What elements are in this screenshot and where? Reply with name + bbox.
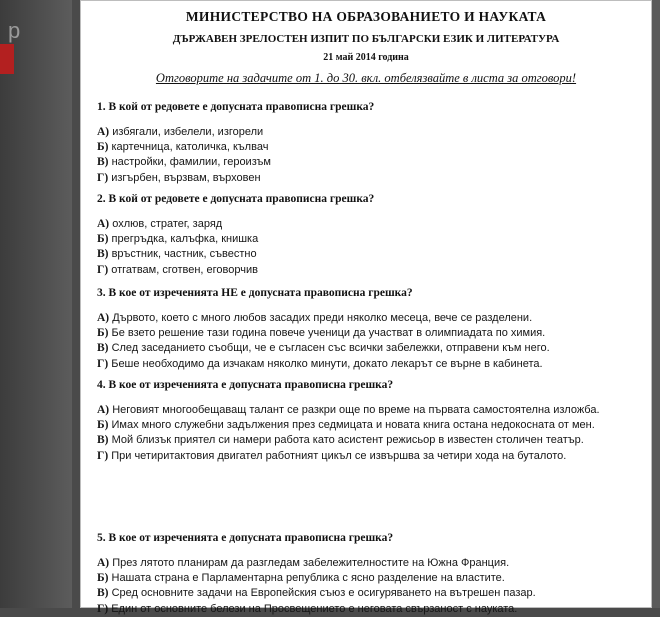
option-a: А) избягали, избелели, изгорели	[97, 125, 264, 138]
background-fragment: р	[8, 18, 21, 43]
option-a: А) Неговият многообещаващ талант се разкри още по време на първата самостоятелна изложба.	[97, 403, 600, 416]
option-b: Б) картечница, католичка, кълвач	[97, 141, 269, 153]
question-title: 2. В кой от редовете е допусната правописна грешка?	[97, 193, 375, 205]
question-3	[97, 286, 635, 372]
question-4	[97, 378, 635, 464]
exam-title: ДЪРЖАВЕН ЗРЕЛОСТЕН ИЗПИТ ПО БЪЛГАРСКИ ЕЗИК И ЛИТЕРАТУРА	[172, 33, 560, 45]
option-v: В) връстник, частник, съвестно	[97, 248, 257, 261]
background-red-mark	[0, 44, 14, 74]
question-title: 1. В кой от редовете е допусната правописна грешка?	[97, 101, 375, 113]
question-title: 3. В кое от изреченията НЕ е допусната правописна грешка?	[97, 287, 413, 299]
ministry-title: МИНИСТЕРСТВО НА ОБРАЗОВАНИЕТО И НАУКАТА	[185, 9, 547, 24]
option-g: Г) отгатвам, сготвен, еговорчив	[97, 263, 258, 276]
question-1	[97, 100, 635, 186]
background-left	[0, 0, 72, 608]
option-a: А) През лятото планирам да разгледам забележителностите на Южна Франция.	[97, 556, 510, 569]
option-v: В) Мой близък приятел си намери работа като асистент режисьор в известен столичен театър.	[97, 434, 584, 447]
option-g: Г) изгърбен, вързвам, върховен	[97, 171, 261, 184]
option-a: А) Дървото, което с много любов засадих преди няколко месеца, вече се разделени.	[97, 311, 533, 324]
option-v: В) След заседанието съобщи, че е съгласен със всички забележки, отправени към него.	[97, 342, 550, 355]
exam-sheet	[80, 0, 652, 615]
option-g: Г) При четиритактовия двигател работният цикъл се извършва за четири хода на буталото.	[97, 449, 567, 462]
option-a: А) охлюв, стратег, заряд	[97, 217, 223, 230]
option-b: Б) Нашата страна е Парламентарна република с ясно разделение на властите.	[97, 572, 505, 584]
question-title: 5. В кое от изреченията е допусната правописна грешка?	[97, 532, 394, 544]
question-5	[97, 531, 635, 617]
option-v: В) Сред основните задачи на Европейския съюз е осигуряването на вътрешен пазар.	[97, 587, 536, 600]
exam-date: 21 май 2014 година	[323, 52, 409, 63]
option-b: Б) Имах много служебни задължения през седмицата и новата книга остана недокосната от мен.	[97, 419, 595, 431]
question-title: 4. В кое от изреченията е допусната правописна грешка?	[97, 379, 394, 391]
option-b: Б) прегръдка, калъфка, книшка	[97, 233, 259, 245]
question-2	[97, 192, 635, 278]
option-g: Г) Беше необходимо да изчакам няколко минути, докато лекарът се върне в кабинета.	[97, 357, 543, 370]
option-g: Г) Един от основните белези на Просвещението е неговата свързаност с науката.	[97, 602, 518, 615]
option-v: В) настройки, фамилии, героизъм	[97, 156, 271, 169]
instruction: Отговорите на задачите от 1. до 30. вкл. отбелязвайте в листа за отговори!	[155, 71, 577, 85]
option-b: Б) Бе взето решение тази година повече ученици да участват в олимпиадата по химия.	[97, 327, 546, 339]
